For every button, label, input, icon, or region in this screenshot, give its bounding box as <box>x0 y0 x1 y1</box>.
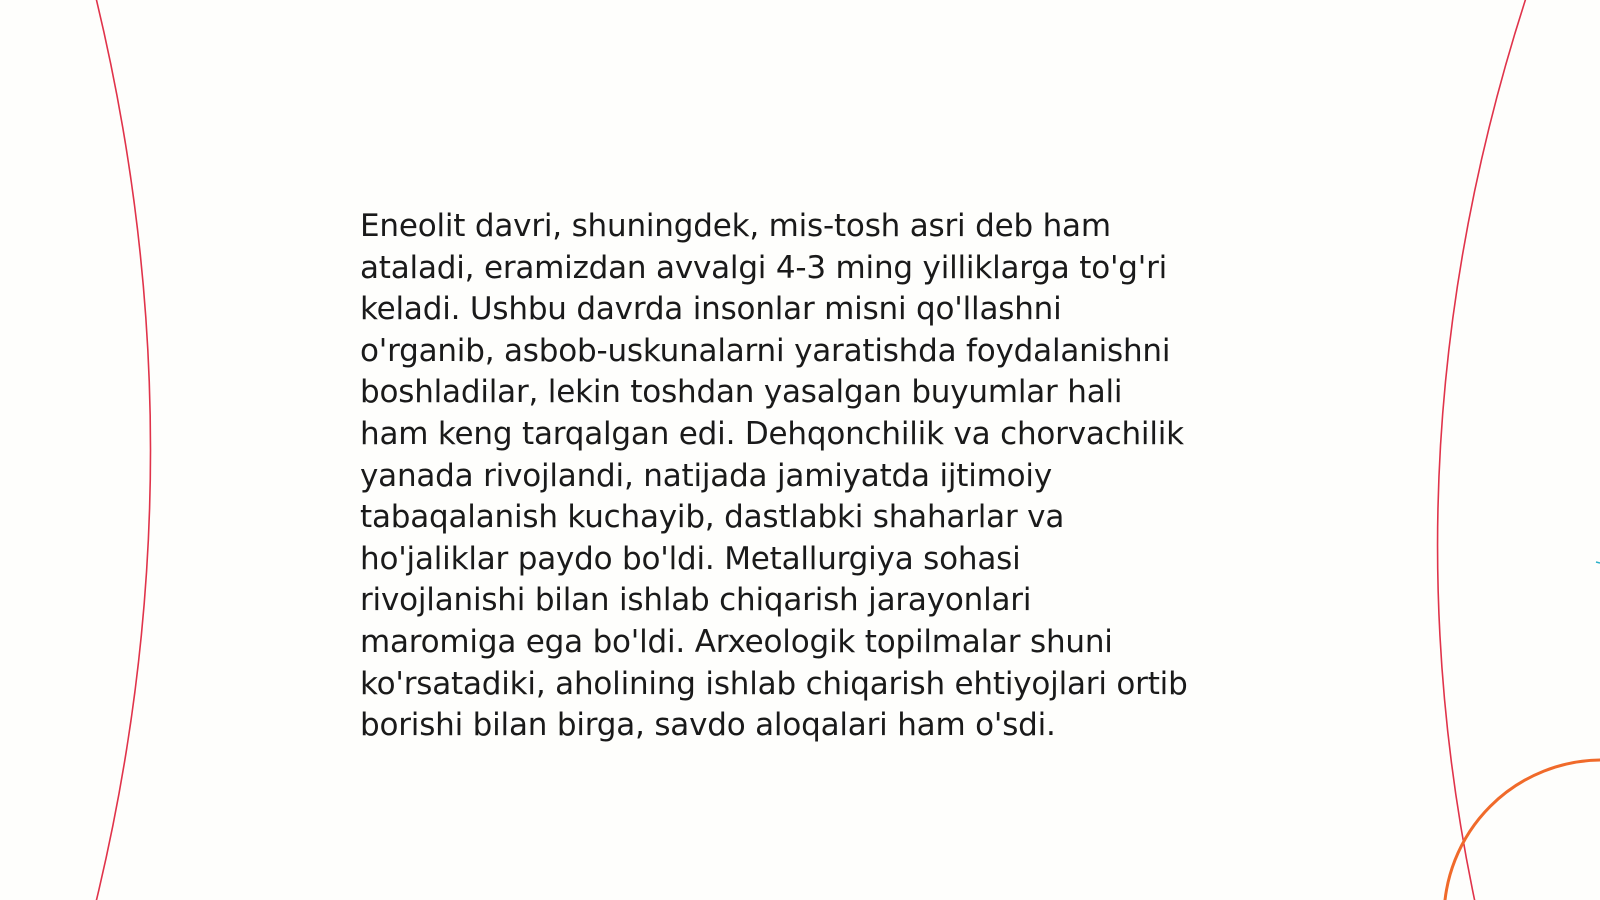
left-arc <box>96 0 151 900</box>
paragraph-line-13: borishi bilan birga, savdo aloqalari ham o'sdi. <box>360 707 1056 744</box>
paragraph-line-5: boshladilar, lekin toshdan yasalgan buyumlar hali <box>360 374 1123 411</box>
paragraph-line-9: ho'jaliklar paydo bo'ldi. Metallurgiya sohasi <box>360 540 1021 577</box>
paragraph-line-3: keladi. Ushbu davrda insonlar misni qo'llashni <box>360 291 1062 328</box>
body-paragraph <box>360 206 1260 747</box>
paragraph-line-8: tabaqalanish kuchayib, dastlabki shaharlar va <box>360 499 1065 536</box>
teal-accent <box>1596 562 1600 563</box>
paragraph-line-6: ham keng tarqalgan edi. Dehqonchilik va chorvachilik <box>360 415 1184 452</box>
paragraph-line-2: ataladi, eramizdan avvalgi 4-3 ming yilliklarga to'g'ri <box>360 249 1168 286</box>
paragraph-line-4: o'rganib, asbob-uskunalarni yaratishda foydalanishni <box>360 332 1171 369</box>
orange-ring <box>1444 760 1600 900</box>
paragraph-line-7: yanada rivojlandi, natijada jamiyatda ijtimoiy <box>360 457 1052 494</box>
right-arc <box>1438 0 1526 900</box>
paragraph-line-11: maromiga ega bo'ldi. Arxeologik topilmalar shuni <box>360 623 1113 660</box>
paragraph-line-10: rivojlanishi bilan ishlab chiqarish jarayonlari <box>360 582 1032 619</box>
paragraph-line-12: ko'rsatadiki, aholining ishlab chiqarish ehtiyojlari ortib <box>360 665 1188 702</box>
paragraph-line-1: Eneolit davri, shuningdek, mis-tosh asri deb ham <box>360 208 1111 244</box>
